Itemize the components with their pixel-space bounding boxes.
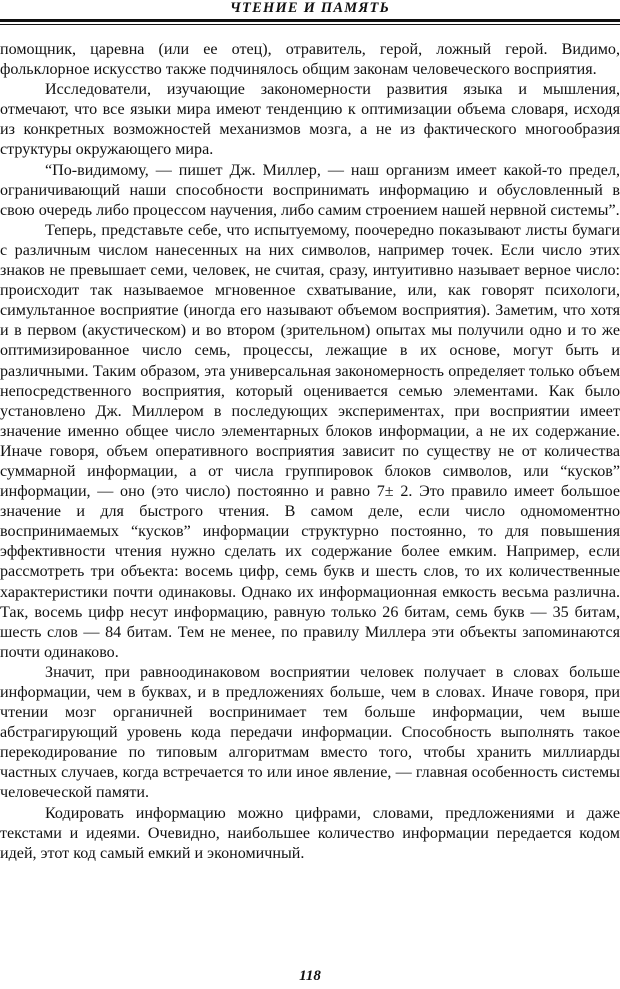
paragraph-quote: “По-видимому, — пишет Дж. Миллер, — наш организм имеет какой-то предел, ограничивающий наши способности воспринимать информацию и обусловленный в свою очередь либо процессом научения, либо самим строением нашей нервной системы”. (0, 161, 620, 219)
header-rule-thin (0, 24, 620, 25)
page-number: 118 (299, 968, 321, 984)
paragraph-continued: помощник, царевна (или ее отец), отравитель, герой, ложный герой. Видимо, фольклорное искусство также подчинялось общим законам человеческого восприятия. (0, 41, 620, 79)
paragraph: Теперь, представьте себе, что испытуемому, поочередно показывают листы бумаги с различным числом нанесенных на них символов, например точек. Если число этих знаков не превышает семи, человек, не считая, сразу, интуитивно называет верное число: происходит так называемое мгновенное схватывание, или, как говорят психологи, симультанное восприятие (иногда его называют объемом восприятия). Заметим, что хотя и в первом (акустическом) и во втором (зрительном) опытах мы получили одно и то же оптимизированное число семь, процессы, лежащие в их основе, могут быть и различными. Таким образом, эта универсальная закономерность определяет только объем непосредственного восприятия, который оценивается семью элементами. Как было установлено Дж. Миллером в последующих экспериментах, при восприятии имеет значение именно общее число элементарных блоков информации, а не их содержание. Иначе говоря, объем оперативного восприятия зависит по существу не от количества суммарной информации, а от числа группировок блоков символов, или “кусков” информации, — оно (это число) постоянно и равно 7± 2. Это правило имеет большое значение и для быстрого чтения. В самом деле, если число одномоментно воспринимаемых “кусков” информации структурно постоянно, то для повышения эффективности чтения нужно сделать их содержание более емким. Например, если рассмотреть три объекта: восемь цифр, семь букв и шесть слов, то их количественные характеристики почти одинаковы. Однако их информационная емкость весьма различна. Так, восемь цифр несут информацию, равную только 26 битам, семь букв — 35 битам, шесть слов — 84 битам. Тем не менее, по правилу Миллера эти объекты запоминаются почти одинаково. (0, 221, 620, 661)
paragraph: Значит, при равноодинаковом восприятии человек получает в словах больше информации, чем в буквах, и в предложениях больше, чем в словах. Иначе говоря, при чтении мозг органичней воспринимает тем больше информации, чем выше абстрагирующий уровень кода передачи информации. Способность выполнять такое перекодирование по типовым алгоритмам вместо того, чтобы хранить миллиарды частных случаев, когда встречается то или иное явление, — главная особенность системы человеческой памяти. (0, 663, 620, 802)
header-rule-thick (0, 19, 620, 22)
running-title: ЧТЕНИЕ И ПАМЯТЬ (229, 0, 390, 16)
paragraph: Исследователи, изучающие закономерности развития языка и мышления, отмечают, что все языки мира имеют тенденцию к оптимизации объема словаря, исходя из конкретных возможностей механизмов мозга, а не из фактического многообразия структуры окружающего мира. (0, 81, 620, 159)
body-text (0, 40, 620, 864)
paragraph: Кодировать информацию можно цифрами, словами, предложениями и даже текстами и идеями. Очевидно, наибольшее количество информации передается кодом идей, этот код самый емкий и экономичный. (0, 804, 620, 862)
